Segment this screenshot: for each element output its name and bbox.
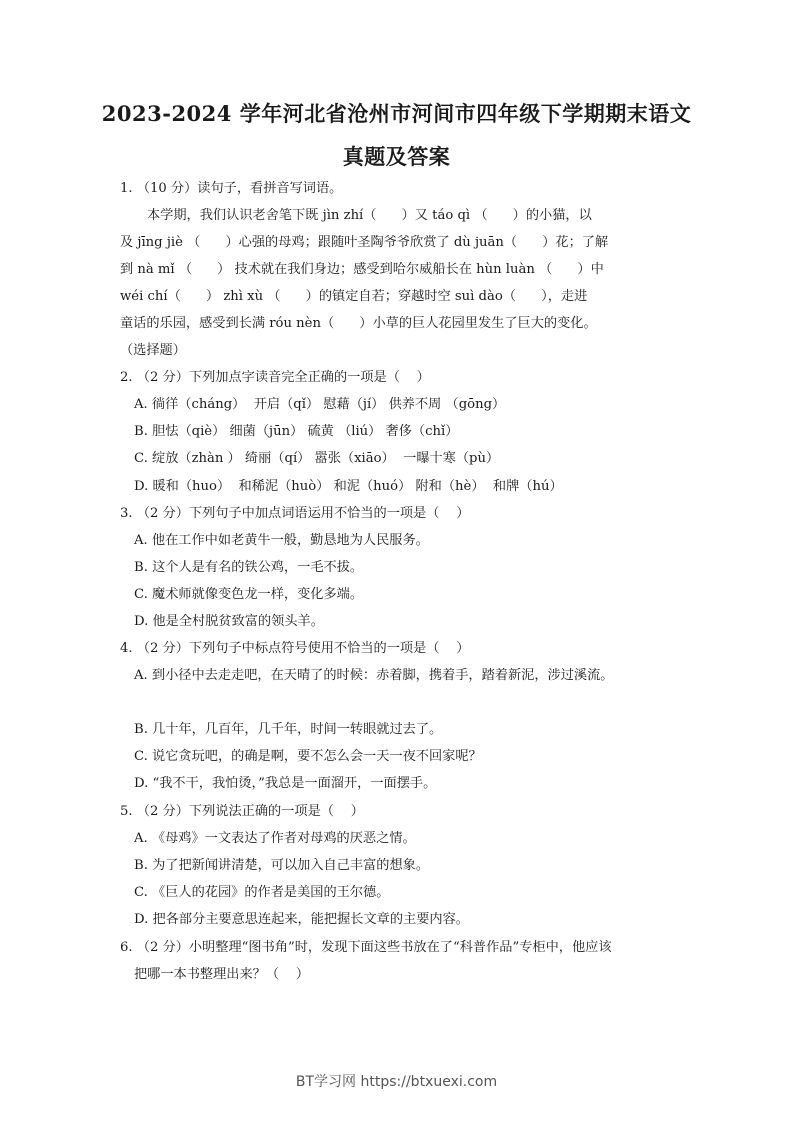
question-5-option-b: B. 为了把新闻讲清楚，可以加入自己丰富的想象。: [134, 858, 430, 873]
question-1-line: 到 nà mǐ （ ） 技术就在我们身边；感受到哈尔威船长在 hùn luàn （ ）中: [120, 262, 604, 277]
question-3-option-c: C. 魔术师就像变色龙一样，变化多端。: [134, 587, 364, 602]
question-5-header: 5. （2 分）下列说法正确的一项是（ ）: [120, 804, 364, 819]
question-4-option-c: C. 说它贪玩吧，的确是啊，要不怎么会一天一夜不回家呢？: [134, 749, 482, 764]
document-title-line1: 2023-2024 学年河北省沧州市河间市四年级下学期期末语文: [101, 101, 692, 126]
question-3-option-d: D. 他是全村脱贫致富的领头羊。: [134, 614, 324, 629]
question-4-option-b: B. 几十年，几百年，几千年，时间一转眼就过去了。: [134, 722, 443, 737]
footer-watermark: BT学习网 https://btxuexi.com: [295, 1074, 498, 1090]
question-1-line: wéi chí（ ） zhì xù （ ）的镇定自若；穿越时空 suì dào（ ），走进: [120, 289, 588, 304]
question-1-header: 1. （10 分）读句子，看拼音写词语。: [120, 181, 343, 196]
question-2-option-a: A. 徜徉（cháng） 开启（qǐ） 慰藉（jí） 供养不周 （gōng）: [134, 397, 506, 412]
question-2-option-b: B. 胆怯（qiè） 细菌（jūn） 硫黄 （liú） 奢侈（chǐ）: [134, 424, 459, 439]
document-title-line2: 真题及答案: [342, 144, 451, 169]
question-2-option-c: C. 绽放（zhàn ） 绮丽（qí） 嚣张（xiāo） 一曝十寒（pù）: [134, 451, 500, 466]
question-5-option-c: C. 《巨人的花园》的作者是美国的王尔德。: [134, 885, 390, 900]
question-3-header: 3. （2 分）下列句子中加点词语运用不恰当的一项是（ ）: [120, 506, 470, 521]
question-1-line: 本学期，我们认识老舍笔下既 jìn zhí（ ）又 táo qì （ ）的小猫，以: [147, 208, 592, 223]
question-3-option-b: B. 这个人是有名的铁公鸡，一毛不拔。: [134, 560, 364, 575]
question-5-option-d: D. 把各部分主要意思连起来，能把握长文章的主要内容。: [134, 912, 469, 927]
question-3-option-a: A. 他在工作中如老黄牛一般，勤恳地为人民服务。: [134, 533, 429, 548]
question-2-option-d: D. 暖和（huo） 和稀泥（huò） 和泥（huó） 附和（hè） 和牌（hú）: [134, 479, 563, 494]
question-4-header: 4. （2 分）下列句子中标点符号使用不恰当的一项是（ ）: [120, 641, 470, 656]
question-1-line: 童话的乐园，感受到长满 róu nèn（ ）小草的巨人花园里发生了巨大的变化。: [120, 316, 597, 331]
question-2-header: 2. （2 分）下列加点字读音完全正确的一项是（ ）: [120, 370, 430, 385]
section-label: （选择题）: [120, 343, 186, 358]
question-1-line: 及 jīng jiè （ ）心强的母鸡；跟随叶圣陶爷爷欣赏了 dù juān（ ）花；了解: [120, 235, 609, 250]
question-4-option-d: D. “我不干，我怕烫，”我总是一面溜开，一面摆手。: [134, 776, 437, 791]
question-5-option-a: A. 《母鸡》一文表达了作者对母鸡的厌恶之情。: [134, 831, 416, 846]
question-6-header-cont: 把哪一本书整理出来？（ ）: [134, 967, 310, 982]
question-6-header: 6. （2 分）小明整理“图书角”时，发现下面这些书放在了“科普作品”专柜中，他应该: [120, 940, 612, 955]
question-4-option-a: A. 到小径中去走走吧，在天晴了的时候：赤着脚，携着手，踏着新泥，涉过溪流。: [134, 668, 614, 683]
